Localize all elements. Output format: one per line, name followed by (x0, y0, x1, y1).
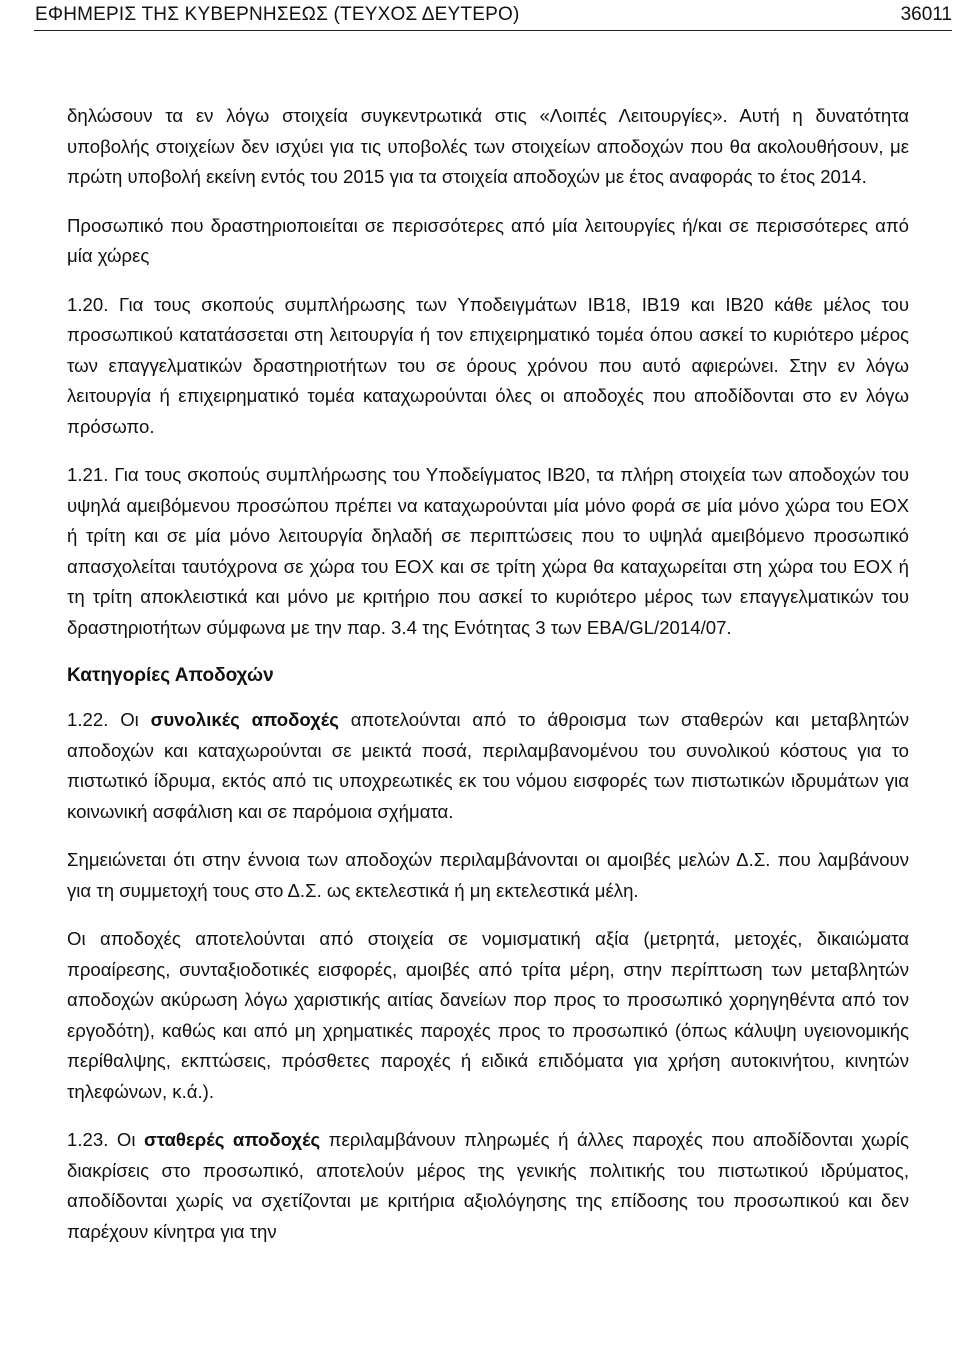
paragraph-continuation: δηλώσουν τα εν λόγω στοιχεία συγκεντρωτικά στις «Λοιπές Λειτουργίες». Αυτή η δυνατότητα υποβολής στοιχείων δεν ισχύει για τις υποβολές των στοιχείων αποδοχών που θα ακολουθήσουν, με πρώτη υποβολή εκείνη εντός του 2015 για τα στοιχεία αποδοχών με έτος αναφοράς το έτος 2014. (67, 105, 909, 187)
header-divider (34, 30, 952, 31)
paragraph-board-members-note: Σημειώνεται ότι στην έννοια των αποδοχών περιλαμβάνονται οι αμοιβές μελών Δ.Σ. που λαμβάνουν για τη συμμετοχή τους στο Δ.Σ. ως εκτελεστικά ή μη εκτελεστικά μέλη. (67, 849, 909, 901)
paragraph-1-22-text: αποτελούνται από το άθροισμα των σταθερών και μεταβλητών αποδοχών και καταχωρούνται σε μεικτά ποσά, περιλαμβανομένου του συνολικού κόστους για το πιστωτικό ίδρυμα, εκτός από τις υποχρεωτικές εκ του νόμου εισφορές των πιστωτικών ιδρυμάτων για κοινωνική ασφάλιση και σε παρόμοια σχήματα. (67, 709, 910, 822)
document-body (67, 101, 909, 1265)
page-header (0, 0, 960, 34)
paragraph-1-20: 1.20. Για τους σκοπούς συμπλήρωσης των Υποδειγμάτων IB18, IB19 και IB20 κάθε μέλος του προσωπικού κατατάσσεται στη λειτουργία ή τον επιχειρηματικό τομέα όπου ασκεί το κυριότερο μέρος των επαγγελματικών δραστηριοτήτων του σε όρους χρόνου που αυτό αφιερώνει. Στην εν λόγω λειτουργία ή επιχειρηματικό τομέα καταχωρούνται όλες οι αποδοχές που αποδίδονται στο εν λόγω πρόσωπο. (67, 293, 909, 437)
gazette-title: ΕΦΗΜΕΡΙΣ ΤΗΣ ΚΥΒΕΡΝΗΣΕΩΣ (ΤΕΥΧΟΣ ΔΕΥΤΕΡΟ) (35, 4, 520, 25)
term-fixed-remuneration: σταθερές αποδοχές (144, 1129, 321, 1150)
paragraph-1-23 (67, 1125, 909, 1247)
paragraph-1-22 (67, 705, 909, 827)
paragraph-remuneration-elements: Οι αποδοχές αποτελούνται από στοιχεία σε νομισματική αξία (μετρητά, μετοχές, δικαιώματα προαίρεσης, συνταξιοδοτικές εισφορές, αμοιβές από τρίτα μέρη, στην περίπτωση των μεταβλητών αποδοχών ακύρωση λόγω χαριστικής αιτίας δανείων πορ προς το προσωπικό χορηγηθέντα από τον εργοδότη), καθώς και από μη χρηματικές παροχές προς το προσωπικό (όπως κάλυψη υγειονομικής περίθαλψης, εκπτώσεις, πρόσθετες παροχές ή ειδικά επιδόματα για χρήση αυτοκινήτου, κινητών τηλεφώνων, κ.ά.). (67, 928, 909, 1102)
paragraph-multi-function-staff: Προσωπικό που δραστηριοποιείται σε περισσότερες από μία λειτουργίες ή/και σε περισσότερες από μία χώρες (67, 214, 909, 266)
paragraph-1-23-prefix: 1.23. Οι (67, 1129, 144, 1150)
section-heading-remuneration-categories: Κατηγορίες Αποδοχών (67, 665, 274, 686)
term-total-remuneration: συνολικές αποδοχές (150, 709, 339, 730)
paragraph-1-21: 1.21. Για τους σκοπούς συμπλήρωσης του Υποδείγματος IB20, τα πλήρη στοιχεία των αποδοχών του υψηλά αμειβόμενου προσώπου πρέπει να καταχωρούνται μία μόνο φορά σε μία μόνο χώρα του ΕΟΧ ή τρίτη και σε μία μόνο λειτουργία δηλαδή σε περιπτώσεις που το υψηλά αμειβόμενο προσωπικό απασχολείται ταυτόχρονα σε χώρα του ΕΟΧ και σε τρίτη χώρα θα καταχωρείται στη χώρα του ΕΟΧ ή τη τρίτη αποκλειστικά και μόνο με κριτήριο που ασκεί το κυριότερο μέρος των επαγγελματικών του δραστηριοτήτων σύμφωνα με την παρ. 3.4 της Ενότητας 3 των EBA/GL/2014/07. (67, 464, 909, 638)
paragraph-1-23-text: περιλαμβάνουν πληρωμές ή άλλες παροχές που αποδίδονται χωρίς διακρίσεις στο προσωπικό, αποτελούν μέρος της γενικής πολιτικής του πιστωτικού ιδρύματος, αποδίδονται χωρίς να σχετίζονται με κριτήρια αξιολόγησης της επίδοσης του προσωπικού και δεν παρέχουν κίνητρα για την (67, 1129, 909, 1242)
paragraph-1-22-prefix: 1.22. Οι (67, 709, 151, 730)
page-number: 36011 (900, 4, 952, 25)
